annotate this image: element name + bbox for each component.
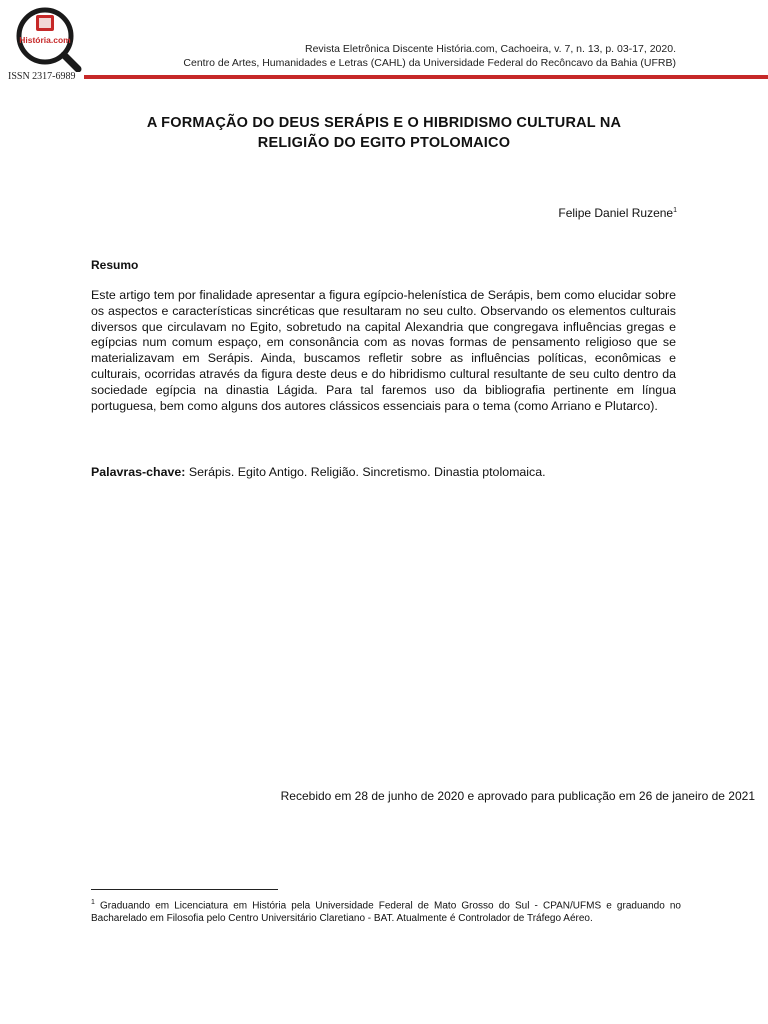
issn: ISSN 2317-6989 — [8, 71, 76, 82]
footnote-mark: 1 — [91, 899, 95, 906]
keywords-label: Palavras-chave: — [91, 465, 186, 479]
author-name: Felipe Daniel Ruzene — [558, 206, 674, 220]
abstract-text: Este artigo tem por finalidade apresentar a figura egípcio-helenística de Serápis, bem como elucidar sobre os aspectos e características sincréticas que resultaram no seu culto. Observando os elementos culturais diversos que circulavam no Egito, sobretudo na capital Alexandria que congregava influências gregas e egípcias num comum espaço, em consonância com as novas formas de pensamento religioso que se materializavam em Serápis. Ainda, buscamos refletir sobre as influências políticas, econômicas e culturais, ocorridas através da figura deste deus e do hibridismo cultural resultante de seu culto dentro da sociedade egípcia na dinastia Lágida. Para tal faremos uso da bibliografia pertinente em língua portuguesa, bem como alguns dos autores clássicos essenciais para o tema (como Arriano e Plutarco). — [91, 288, 676, 413]
keywords — [91, 465, 676, 481]
footnote — [91, 896, 681, 925]
author-footnote-mark: 1 — [673, 207, 677, 214]
journal-logo — [14, 6, 84, 72]
institution-line: Centro de Artes, Humanidades e Letras (CAHL) da Universidade Federal do Recôncavo da Bahia (UFRB) — [183, 57, 676, 69]
footnote-rule — [91, 889, 278, 890]
article-title — [90, 113, 678, 153]
abstract-heading: Resumo — [91, 258, 139, 272]
keywords-list: Serápis. Egito Antigo. Religião. Sincretismo. Dinastia ptolomaica. — [188, 465, 546, 479]
title-line-1: A FORMAÇÃO DO DEUS SERÁPIS E O HIBRIDISMO CULTURAL NA — [146, 115, 622, 131]
title-line-2: RELIGIÃO DO EGITO PTOLOMAICO — [257, 135, 511, 151]
journal-citation: Revista Eletrônica Discente História.com, Cachoeira, v. 7, n. 13, p. 03-17, 2020. — [305, 43, 676, 55]
author — [558, 206, 677, 220]
received-date: Recebido em 28 de junho de 2020 e aprovado para publicação em 26 de janeiro de 2021 — [280, 789, 755, 803]
header-rule — [84, 75, 768, 79]
running-header — [183, 42, 676, 70]
logo-text: História.com — [19, 35, 71, 45]
footnote-text: Graduando em Licenciatura em História pela Universidade Federal de Mato Grosso do Sul - CPAN/UFMS e graduando no Bacharelado em Filosofia pelo Centro Universitário Claretiano - BAT. Atualmente é Controlador de Tráfego Aéreo. — [91, 900, 681, 925]
magnifier-logo-icon — [14, 6, 84, 72]
